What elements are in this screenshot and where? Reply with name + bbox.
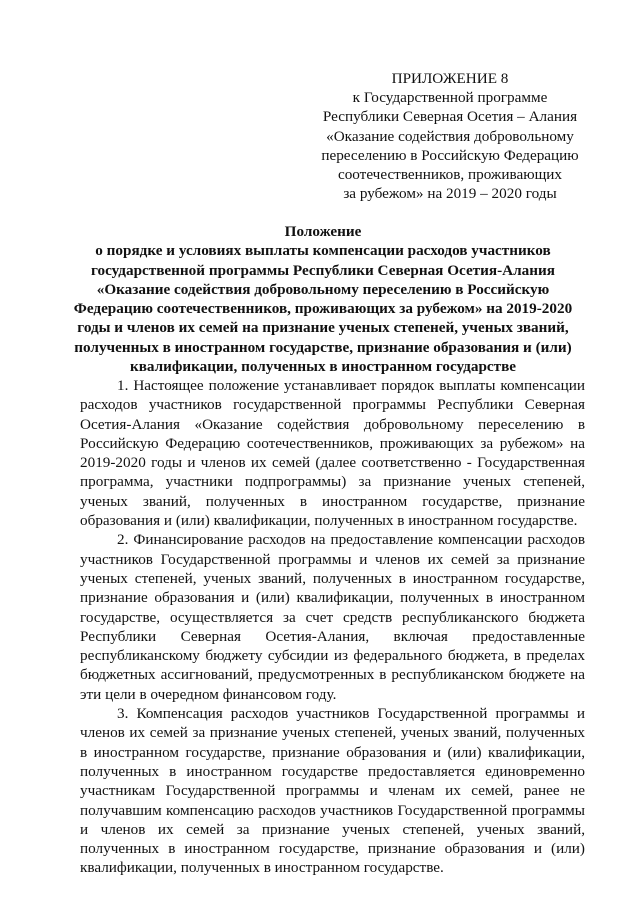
title-heading: Положение bbox=[284, 223, 362, 240]
appendix-header bbox=[300, 69, 600, 203]
appendix-title: ПРИЛОЖЕНИЕ 8 bbox=[391, 70, 509, 87]
appendix-line: за рубежом» на 2019 – 2020 годы bbox=[343, 185, 557, 203]
title-line: «Оказание содействия добровольному переселению в Российскую bbox=[96, 280, 550, 298]
title-line: квалификации, полученных в иностранном государстве bbox=[129, 358, 517, 376]
appendix-line: Республики Северная Осетия – Алания bbox=[322, 108, 578, 126]
title-line: годы и членов их семей на признание ученых степеней, ученых званий, bbox=[77, 319, 569, 337]
appendix-line: соотечественников, проживающих bbox=[337, 166, 563, 184]
document-title bbox=[64, 222, 582, 376]
appendix-line: переселению в Российскую Федерацию bbox=[321, 146, 579, 164]
paragraph-2: 2. Финансирование расходов на предоставление компенсации расходов участников Государственной программы и членов их семей за признание ученых степеней, ученых званий, полученных в иностранном государстве, признание образования и (или) квалификации, полученных в иностранном государстве, осуществляется за счет средств республиканского бюджета Республики Северная Осетия-Алания, включая предоставленные республиканскому бюджету субсидии из федерального бюджета, в пределах бюджетных ассигнований, предусмотренных в республиканском бюджете на эти цели в очередном финансовом году. bbox=[80, 531, 585, 703]
paragraph-3: 3. Компенсация расходов участников Государственной программы и членов их семей за признание ученых степеней, ученых званий, полученных в иностранном государстве, признание образования и (или) квалификации, полученных в иностранном государстве предоставляется единовременно участникам Государственной программы и членам их семей, ранее не получавшим компенсацию расходов участников Государственной программы и членов их семей за признание ученых степеней, ученых званий, полученных в иностранном государстве, признание образования и (или) квалификации, полученных в иностранном государстве. bbox=[80, 705, 585, 877]
title-line: государственной программы Республики Северная Осетия-Алания bbox=[91, 261, 555, 279]
appendix-line: к Государственной программе bbox=[352, 89, 548, 107]
title-line: о порядке и условиях выплаты компенсации расходов участников bbox=[95, 242, 551, 260]
appendix-line: «Оказание содействия добровольному bbox=[326, 127, 574, 145]
title-line: полученных в иностранном государстве, признание образования и (или) bbox=[74, 338, 572, 356]
title-line: Федерацию соотечественников, проживающих за рубежом» на 2019-2020 bbox=[73, 300, 573, 318]
paragraph-1: 1. Настоящее положение устанавливает порядок выплаты компенсации расходов участников государственной программы Республики Северная Осетия-Алания «Оказание содействия добровольному переселению в Российскую Федерацию соотечественников, проживающих за рубежом» на 2019-2020 годы и членов их семей (далее соответственно - Государственная программа, участники подпрограммы) за признание ученых степеней, ученых званий, полученных в иностранном государстве, признание образования и (или) квалификации, полученных в иностранном государстве. bbox=[80, 377, 585, 530]
document-body bbox=[80, 376, 585, 878]
